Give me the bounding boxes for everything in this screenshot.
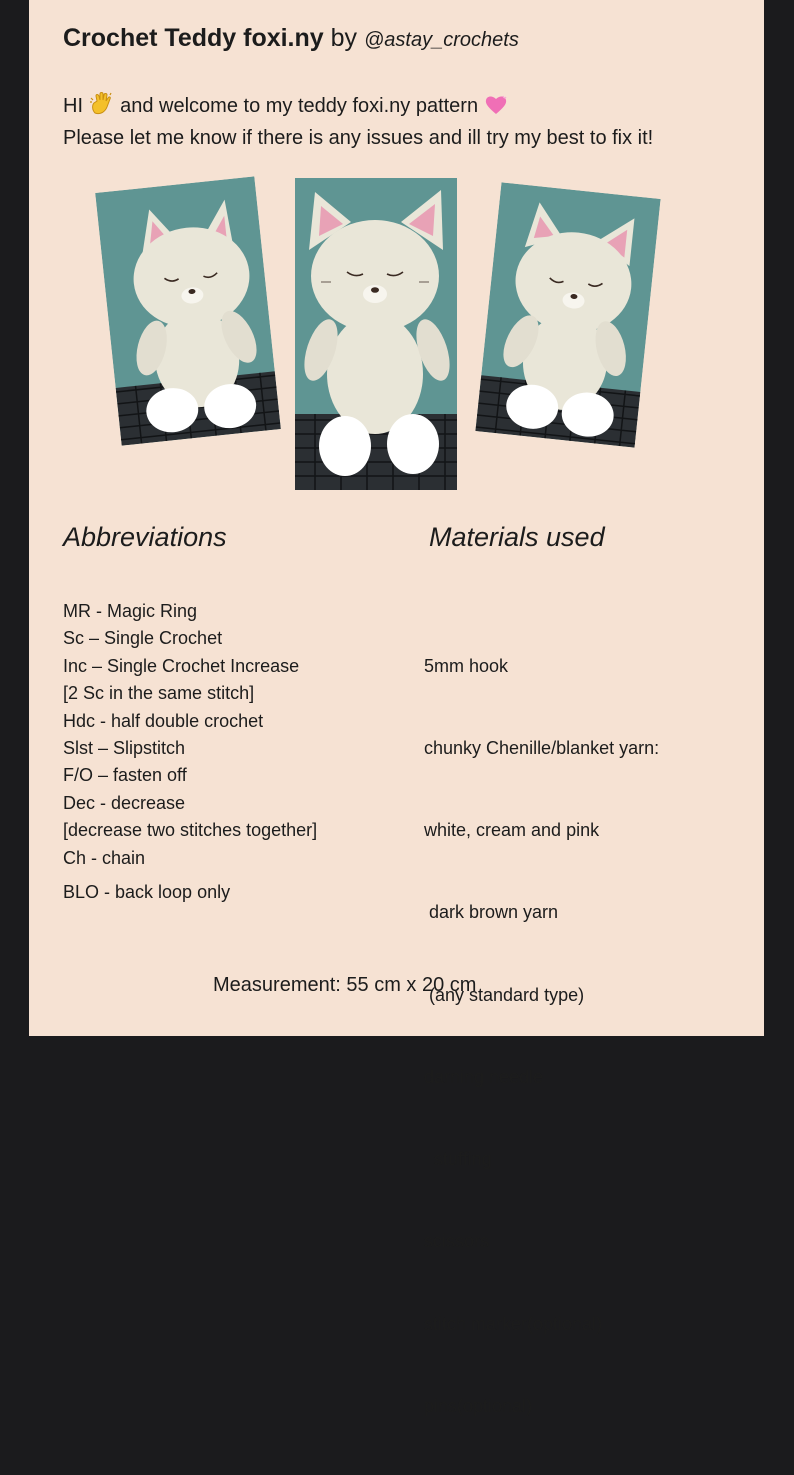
- page-title: [63, 24, 519, 53]
- list-item: Hdc - half double crochet: [63, 710, 264, 731]
- intro-welcome: and welcome to my teddy foxi.ny pattern: [120, 95, 479, 117]
- intro-text: [63, 92, 653, 152]
- list-item: scissors: [424, 1231, 490, 1252]
- list-item: [decrease two stitches together]: [63, 820, 318, 841]
- plush-photo-1: [95, 176, 281, 445]
- list-item: white, cream and pink: [424, 820, 600, 841]
- list-item: MR - Magic Ring: [63, 601, 198, 621]
- materials-heading: Materials used: [429, 522, 605, 552]
- title-name: Crochet Teddy foxi.ny: [63, 24, 324, 52]
- list-item: pins(optional): [424, 1395, 533, 1416]
- intro-line-2: Please let me know if there is any issues and ill try my best to fix it!: [63, 127, 654, 149]
- list-item: F/O – fasten off: [63, 765, 187, 786]
- list-item: Inc – Single Crochet Increase: [63, 655, 300, 676]
- list-item: (any standard type): [424, 984, 585, 1005]
- list-item: darning needle: [424, 1066, 544, 1087]
- intro-hi: HI: [63, 95, 83, 117]
- intro-line-1: [63, 92, 653, 124]
- list-item: BLO - back loop only: [63, 882, 231, 903]
- list-item: stuffing: [424, 1149, 492, 1170]
- list-item: Slst – Slipstitch: [63, 738, 186, 759]
- plush-photo-3: [475, 182, 660, 447]
- list-item: chunky Chenille/blanket yarn:: [424, 738, 660, 759]
- list-item: [2 Sc in the same stitch]: [63, 683, 255, 704]
- abbreviations-heading: Abbreviations: [63, 522, 227, 552]
- abbreviations-list: [63, 598, 317, 906]
- list-item: stitch marker(optional): [424, 1313, 603, 1334]
- plush-photo-2: [295, 178, 457, 490]
- title-by: by: [330, 24, 358, 52]
- list-item: 5mm hook: [424, 655, 509, 676]
- materials-list: [424, 598, 659, 1475]
- title-handle: @astay_crochets: [364, 29, 519, 51]
- list-item: Ch - chain: [63, 847, 146, 868]
- list-item: dark brown yarn: [424, 902, 559, 923]
- list-item: Sc – Single Crochet: [63, 628, 223, 649]
- waving-hand-icon: [89, 92, 115, 124]
- pink-heart-icon: [484, 94, 508, 124]
- pattern-page: [29, 0, 764, 1416]
- measurement-text: Measurement: 55 cm x 20 cm: [213, 974, 477, 996]
- list-item: Dec - decrease: [63, 792, 186, 813]
